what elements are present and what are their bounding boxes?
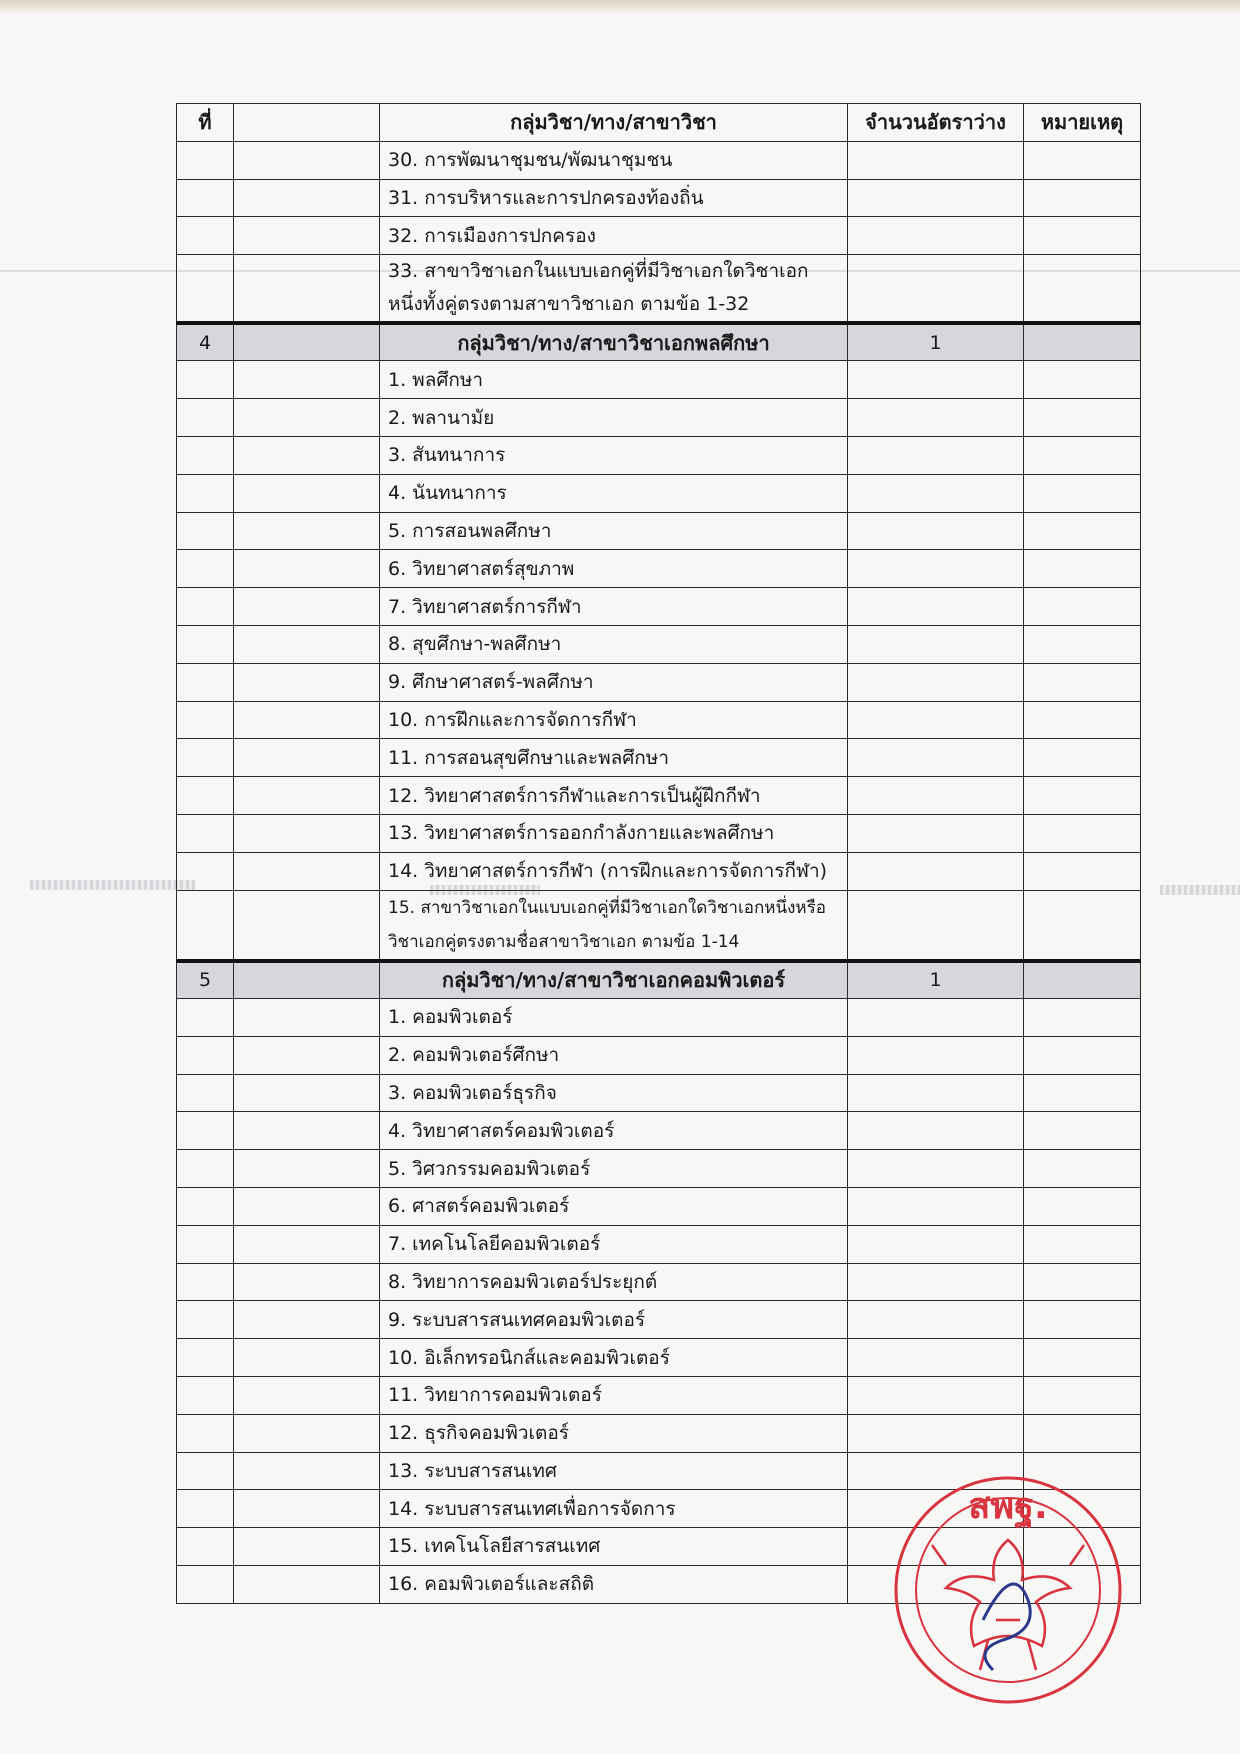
table-header-row (177, 104, 1141, 142)
table-row (177, 1225, 1141, 1263)
subject-item (380, 255, 848, 324)
table-row (177, 852, 1141, 890)
subject-item: 4. นันทนาการ (380, 474, 848, 512)
table-row (177, 179, 1141, 217)
table-row (177, 1301, 1141, 1339)
group-vacancy: 1 (848, 961, 1024, 999)
group-name: กลุ่มวิชา/ทาง/สาขาวิชาเอกพลศึกษา (380, 323, 848, 361)
table-row (177, 1112, 1141, 1150)
table-row (177, 361, 1141, 399)
subject-item: 9. ศึกษาศาสตร์-พลศึกษา (380, 663, 848, 701)
subject-item: 1. พลศึกษา (380, 361, 848, 399)
scan-edge (0, 0, 1240, 14)
table-row (177, 512, 1141, 550)
subject-item-line: 15. สาขาวิชาเอกในแบบเอกคู่ที่มีวิชาเอกใดวิชาเอกหนึ่งหรือ (388, 897, 826, 918)
table-row (177, 588, 1141, 626)
table-row (177, 890, 1141, 961)
subject-item: 11. การสอนสุขศึกษาและพลศึกษา (380, 739, 848, 777)
subject-item: 14. วิทยาศาสตร์การกีฬา (การฝึกและการจัดการกีฬา) (380, 852, 848, 890)
header-subject: กลุ่มวิชา/ทาง/สาขาวิชา (380, 104, 848, 142)
header-vacancy: จำนวนอัตราว่าง (848, 104, 1024, 142)
table-row (177, 663, 1141, 701)
subject-item: 6. ศาสตร์คอมพิวเตอร์ (380, 1187, 848, 1225)
table-row (177, 1036, 1141, 1074)
table-row (177, 1339, 1141, 1377)
header-blank (234, 104, 380, 142)
subject-item: 12. ธุรกิจคอมพิวเตอร์ (380, 1414, 848, 1452)
table-row (177, 1150, 1141, 1188)
table-row (177, 701, 1141, 739)
subject-item: 16. คอมพิวเตอร์และสถิติ (380, 1565, 848, 1603)
subject-item: 8. วิทยาการคอมพิวเตอร์ประยุกต์ (380, 1263, 848, 1301)
table-row (177, 255, 1141, 324)
table-row (177, 399, 1141, 437)
table-row (177, 1263, 1141, 1301)
subject-item: 14. ระบบสารสนเทศเพื่อการจัดการ (380, 1490, 848, 1528)
scan-smudge (30, 880, 195, 890)
subject-item: 10. การฝึกและการจัดการกีฬา (380, 701, 848, 739)
subject-item: 2. คอมพิวเตอร์ศึกษา (380, 1036, 848, 1074)
table-row (177, 474, 1141, 512)
subject-item: 12. วิทยาศาสตร์การกีฬาและการเป็นผู้ฝึกกีฬา (380, 777, 848, 815)
official-seal-stamp (888, 1470, 1128, 1710)
scan-smudge (1160, 885, 1240, 895)
subject-item: 31. การบริหารและการปกครองท้องถิ่น (380, 179, 848, 217)
subject-item: 15. เทคโนโลยีสารสนเทศ (380, 1528, 848, 1566)
subject-item: 13. วิทยาศาสตร์การออกกำลังกายและพลศึกษา (380, 815, 848, 853)
subject-item: 32. การเมืองการปกครอง (380, 217, 848, 255)
vacancy-table (176, 103, 1141, 1604)
subject-item: 1. คอมพิวเตอร์ (380, 998, 848, 1036)
table-row (177, 626, 1141, 664)
table-row (177, 1376, 1141, 1414)
subject-item: 7. วิทยาศาสตร์การกีฬา (380, 588, 848, 626)
table-row (177, 437, 1141, 475)
table-row (177, 217, 1141, 255)
subject-item: 7. เทคโนโลยีคอมพิวเตอร์ (380, 1225, 848, 1263)
subject-item: 6. วิทยาศาสตร์สุขภาพ (380, 550, 848, 588)
header-note: หมายเหตุ (1024, 104, 1141, 142)
table-row (177, 1074, 1141, 1112)
subject-item: 8. สุขศึกษา-พลศึกษา (380, 626, 848, 664)
stamp-text: สพฐ. (968, 1486, 1048, 1527)
subject-item: 30. การพัฒนาชุมชน/พัฒนาชุมชน (380, 141, 848, 179)
table-row (177, 550, 1141, 588)
group-no: 5 (177, 961, 234, 999)
table-row (177, 739, 1141, 777)
group-name: กลุ่มวิชา/ทาง/สาขาวิชาเอกคอมพิวเตอร์ (380, 961, 848, 999)
subject-item: 5. การสอนพลศึกษา (380, 512, 848, 550)
subject-item: 2. พลานามัย (380, 399, 848, 437)
subject-item: 9. ระบบสารสนเทศคอมพิวเตอร์ (380, 1301, 848, 1339)
subject-item: 3. สันทนาการ (380, 437, 848, 475)
subject-item: 4. วิทยาศาสตร์คอมพิวเตอร์ (380, 1112, 848, 1150)
subject-item (380, 890, 848, 961)
subject-item: 5. วิศวกรรมคอมพิวเตอร์ (380, 1150, 848, 1188)
subject-item-line: วิชาเอกคู่ตรงตามชื่อสาขาวิชาเอก ตามข้อ 1-14 (388, 931, 740, 952)
subject-item-line: 33. สาขาวิชาเอกในแบบเอกคู่ที่มีวิชาเอกใดวิชาเอก (388, 260, 809, 283)
group-no: 4 (177, 323, 234, 361)
subject-item-line: หนึ่งทั้งคู่ตรงตามสาขาวิชาเอก ตามข้อ 1-32 (388, 293, 750, 316)
subject-item: 10. อิเล็กทรอนิกส์และคอมพิวเตอร์ (380, 1339, 848, 1377)
table-row (177, 1187, 1141, 1225)
signature-mark (983, 1584, 1030, 1670)
subject-item: 13. ระบบสารสนเทศ (380, 1452, 848, 1490)
group-row-5 (177, 961, 1141, 999)
header-no: ที่ (177, 104, 234, 142)
table-row (177, 815, 1141, 853)
table-row (177, 777, 1141, 815)
table-row (177, 141, 1141, 179)
group-vacancy: 1 (848, 323, 1024, 361)
subject-item: 3. คอมพิวเตอร์ธุรกิจ (380, 1074, 848, 1112)
group-row-4 (177, 323, 1141, 361)
subject-item: 11. วิทยาการคอมพิวเตอร์ (380, 1376, 848, 1414)
table-row (177, 1414, 1141, 1452)
table-row (177, 998, 1141, 1036)
